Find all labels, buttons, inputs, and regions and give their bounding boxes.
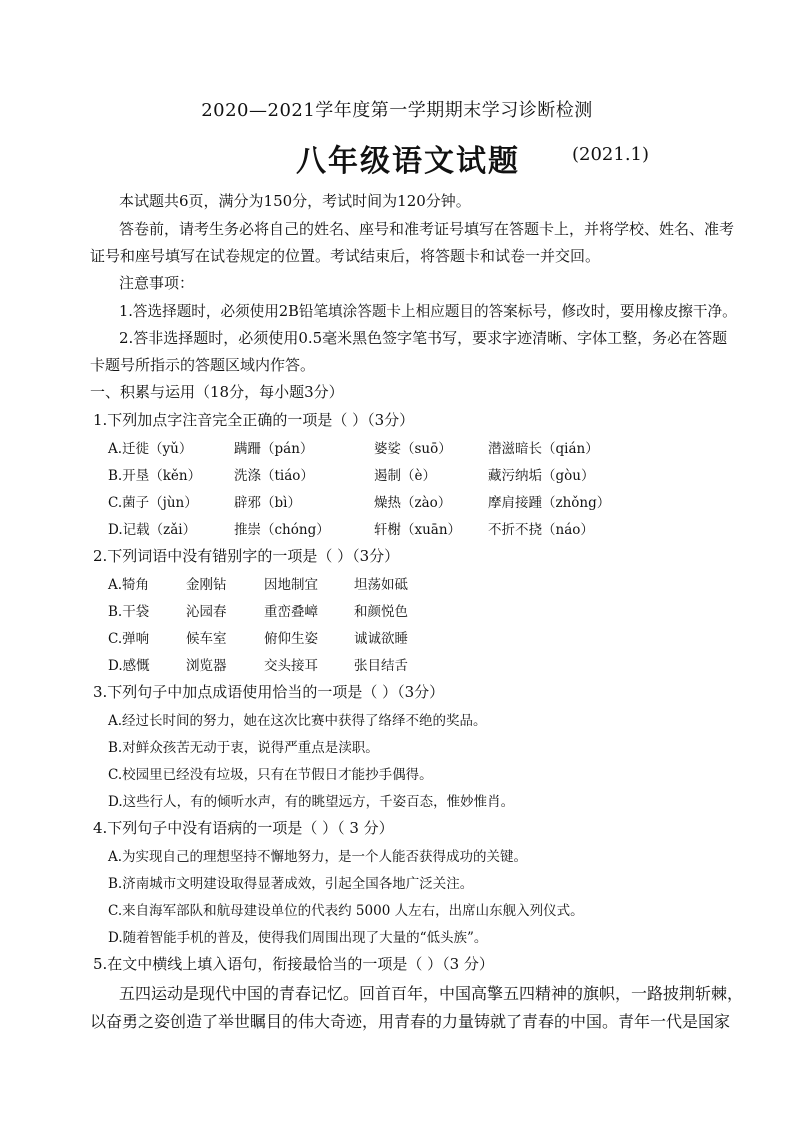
exam-title: 八年级语文试题	[296, 144, 520, 179]
q1-opt-c-3: 燥热（zào）	[374, 495, 452, 511]
q2-opt-a-1: A.犄角	[108, 577, 150, 593]
q5-stem: 5.在文中横线上填入语句，衔接最恰当的一项是（ ）（3 分）	[93, 955, 494, 973]
q4-option-c: C.来自海军部队和航母建设单位的代表约 5000 人左右，出席山东舰入列仪式。	[108, 903, 584, 919]
q3-option-a: A.经过长时间的努力，她在这次比赛中获得了络绎不绝的奖品。	[108, 713, 487, 729]
exam-subtitle: 2020—2021学年度第一学期期末学习诊断检测	[201, 100, 593, 121]
section-heading: 一、积累与运用（18分，每小题3分）	[90, 383, 344, 401]
q1-opt-a-4: 潜滋暗长（qián）	[488, 441, 599, 457]
q1-opt-a-2: 蹒跚（pán）	[234, 441, 314, 457]
intro-line-1: 本试题共6页，满分为150分，考试时间为120分钟。	[119, 192, 471, 210]
q4-option-a: A.为实现自己的理想坚持不懈地努力，是一个人能否获得成功的关键。	[108, 849, 528, 865]
note-2b: 卡题号所指示的答题区域内作答。	[90, 356, 316, 374]
q2-opt-d-1: D.感慨	[108, 658, 150, 674]
q2-opt-c-2: 候车室	[186, 631, 227, 647]
q1-opt-c-4: 摩肩接踵（zhǒng）	[488, 495, 611, 511]
intro-line-2b: 证号和座号填写在试卷规定的位置。考试结束后，将答题卡和试卷一并交回。	[90, 247, 601, 265]
notes-title: 注意事项：	[119, 274, 195, 292]
q2-opt-a-4: 坦荡如砥	[354, 577, 408, 593]
q3-option-d: D.这些行人，有的倾听水声，有的眺望远方，千姿百态，惟妙惟肖。	[108, 794, 515, 810]
q2-opt-c-4: 诚诚欲睡	[354, 631, 408, 647]
note-1: 1.答选择题时，必须使用2B铅笔填涂答题卡上相应题目的答案标号，修改时，要用橡皮擦干净。	[119, 303, 737, 320]
q2-opt-b-1: B.干袋	[108, 604, 150, 620]
q2-opt-b-3: 重峦叠嶂	[264, 604, 318, 620]
q2-opt-d-4: 张目结舌	[354, 658, 408, 674]
q1-stem: 1.下列加点字注音完全正确的一项是（ ）（3分）	[93, 411, 415, 429]
q3-option-b: B.对鲜众孩苦无动于衷，说得严重点是渎职。	[108, 740, 379, 756]
q1-opt-b-4: 藏污纳垢（gòu）	[488, 468, 595, 484]
q1-opt-c-1: C.菌子（jùn）	[108, 495, 198, 511]
q2-opt-c-1: C.弹响	[108, 631, 150, 647]
q1-opt-a-1: A.迁徙（yǔ）	[108, 441, 193, 457]
q3-stem: 3.下列句子中加点成语使用恰当的一项是（ ）（3分）	[93, 683, 445, 701]
q2-opt-a-2: 金刚钻	[186, 577, 227, 593]
q5-passage-line-1: 五四运动是现代中国的青春记忆。回首百年，中国高擎五四精神的旗帜，一路披荆斩棘，	[119, 984, 744, 1003]
exam-date: (2021.1)	[572, 144, 650, 165]
q1-opt-d-4: 不折不挠（náo）	[488, 522, 594, 538]
q1-opt-a-3: 婆娑（suō）	[374, 441, 452, 457]
q2-opt-d-2: 浏览器	[186, 658, 227, 674]
q2-opt-a-3: 因地制宜	[264, 577, 318, 593]
q2-stem: 2.下列词语中没有错别字的一项是（ ）（3分）	[93, 547, 400, 565]
note-2a: 2.答非选择题时，必须使用0.5毫米黑色签字笔书写，要求字迹清晰、字体工整，务必在答题	[119, 329, 728, 347]
q1-opt-b-3: 遏制（è）	[374, 468, 436, 484]
q1-opt-d-3: 轩榭（xuān）	[374, 522, 462, 538]
q4-stem: 4.下列句子中没有语病的一项是（ ）（ 3 分）	[93, 819, 394, 837]
q2-opt-d-3: 交头接耳	[264, 658, 318, 674]
q1-opt-b-2: 洗涤（tiáo）	[234, 468, 314, 484]
q2-opt-c-3: 俯仰生姿	[264, 631, 318, 647]
q2-opt-b-2: 沁园春	[186, 604, 227, 620]
q4-option-b: B.济南城市文明建设取得显著成效，引起全国各地广泛关注。	[108, 876, 474, 892]
q4-option-d: D.随着智能手机的普及，使得我们周围出现了大量的“低头族”。	[108, 930, 488, 946]
intro-line-2a: 答卷前，请考生务必将自己的姓名、座号和准考证号填写在答题卡上，并将学校、姓名、准考	[119, 220, 735, 238]
q1-opt-d-2: 推崇（chóng）	[234, 522, 330, 538]
q1-opt-d-1: D.记载（zǎi）	[108, 522, 197, 538]
q5-passage-line-2: 以奋勇之姿创造了举世瞩目的伟大奇迹，用青春的力量铸就了青春的中国。青年一代是国家	[90, 1012, 731, 1031]
q2-opt-b-4: 和颜悦色	[354, 604, 408, 620]
q1-opt-c-2: 辟邪（bì）	[234, 495, 301, 511]
q3-option-c: C.校园里已经没有垃圾，只有在节假日才能抄手偶得。	[108, 767, 433, 783]
q1-opt-b-1: B.开垦（kěn）	[108, 468, 202, 484]
